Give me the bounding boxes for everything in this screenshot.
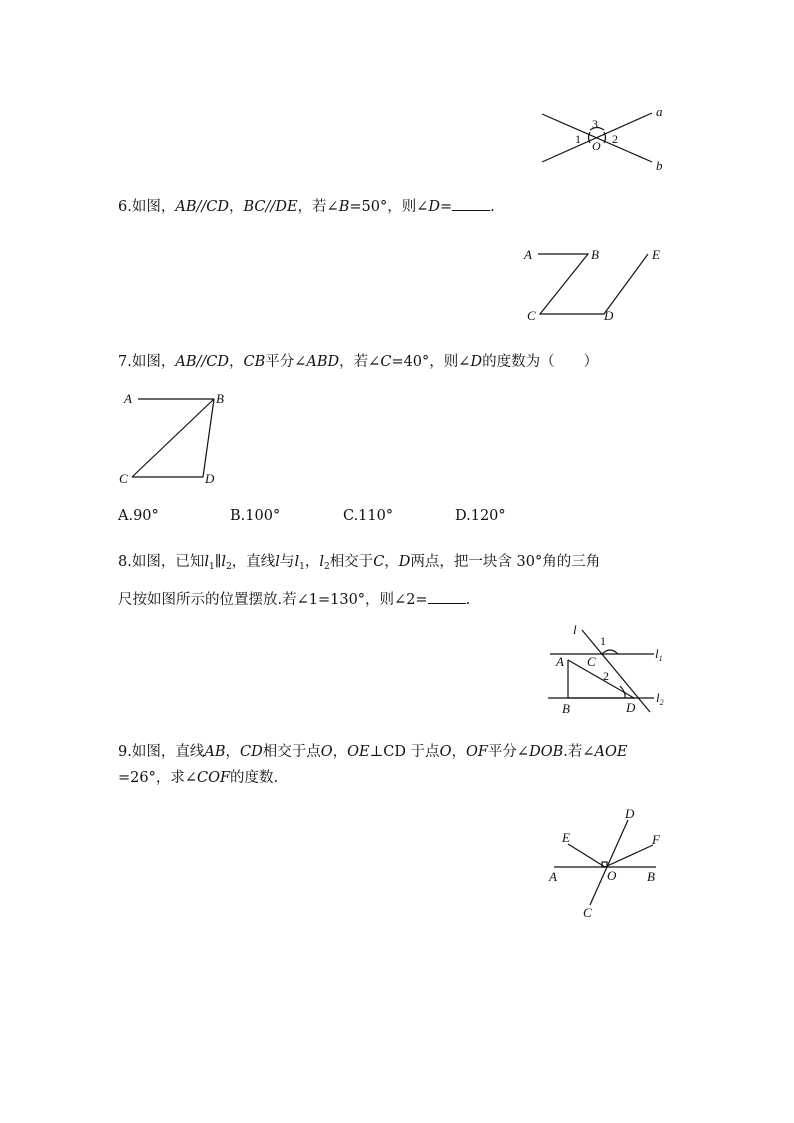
label-o: O [592,139,601,153]
choice-a[interactable]: A.90° [118,508,159,524]
angle-1-arc [589,132,591,143]
label-E: E [562,830,570,845]
ray-oe [568,844,605,867]
line-cd [590,820,628,905]
label-O: O [607,868,617,883]
label-D: D [205,471,215,486]
label-A: A [556,654,564,669]
label-D: D [626,700,636,715]
label-2: 2 [603,669,609,683]
label-l1: $l_1$ [655,646,663,663]
question-8-line-2: 尺按如图所示的位置摆放.若∠1=130°，则∠2= . [118,589,470,610]
figure-q5 [530,100,680,178]
choice-d[interactable]: D.120° [455,508,506,524]
choice-c[interactable]: C.110° [343,508,394,524]
figure-q6 [520,240,680,330]
segments-abcd-e [538,254,648,314]
segment-bd [203,399,214,477]
label-A: A [124,391,132,406]
question-9-line-2: =26°，求∠COF的度数. [118,770,279,786]
answer-blank[interactable] [452,196,490,211]
label-D: D [604,308,614,323]
label-C: C [583,905,592,920]
label-F: F [652,832,660,847]
question-8-line-1: 8.如图，已知$l_1\parallel l_2$，直线l与$l_1$，$l_2$相交于C，D两点，把一块含 30°角的三角 [118,554,601,572]
figure-q8 [540,620,680,720]
label-A: A [524,247,532,262]
segment-bc [132,399,214,477]
line-l [582,630,650,712]
label-C: C [527,308,536,323]
label-2: 2 [612,132,618,146]
label-D: D [625,806,635,821]
label-C: C [119,471,128,486]
choice-b[interactable]: B.100° [230,508,281,524]
label-1: 1 [600,634,606,648]
figure-q7 [115,385,245,490]
label-E: E [652,247,660,262]
label-b: b [656,158,663,173]
angle-2-arc [604,132,606,143]
label-B: B [562,701,570,716]
label-C: C [587,654,596,669]
label-A: A [549,869,557,884]
label-3: 3 [592,117,598,131]
label-B: B [591,247,599,262]
question-6: 6.如图，AB//CD，BC//DE，若∠B=50°，则∠D= . [118,196,495,217]
figure-q9 [540,800,670,925]
label-a: a [656,104,663,119]
label-l2: $l_2$ [656,690,664,707]
label-B: B [647,869,655,884]
label-B: B [216,391,224,406]
label-1: 1 [575,132,581,146]
question-7: 7.如图，AB//CD，CB平分∠ABD，若∠C=40°，则∠D的度数为（ ） [118,354,599,370]
answer-blank[interactable] [428,589,466,604]
label-l: l [573,622,577,637]
question-9-line-1: 9.如图，直线AB，CD相交于点O，OE⊥CD 于点O，OF平分∠DOB.若∠AOE [118,744,628,760]
